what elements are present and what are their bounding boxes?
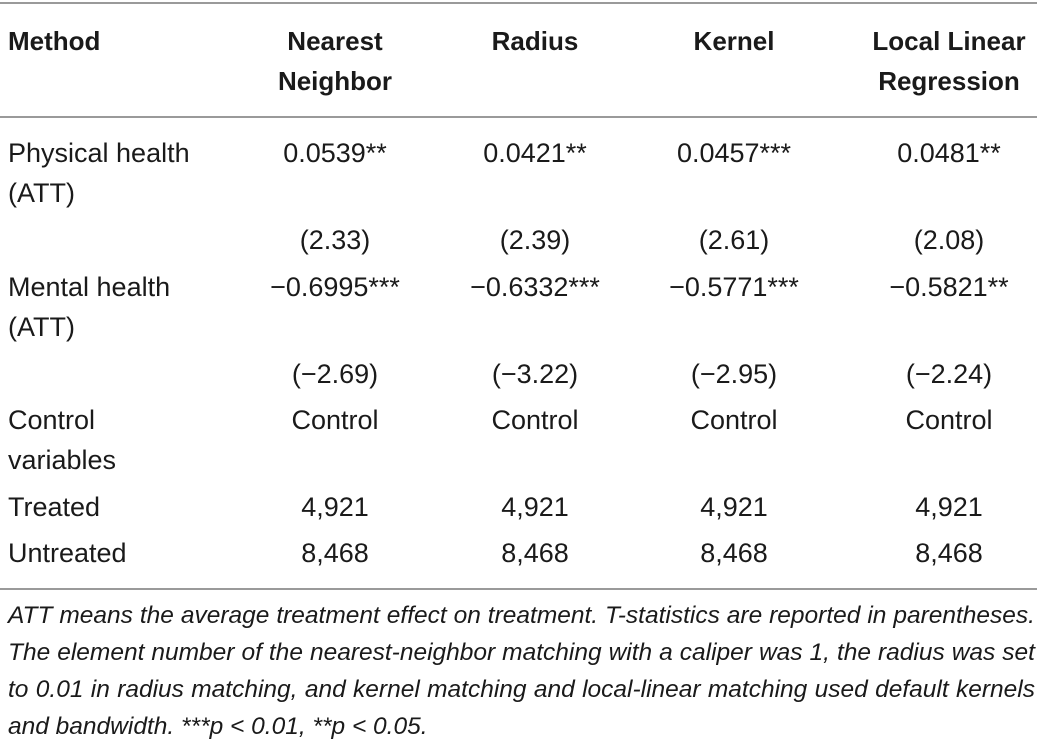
row-label-line1: Mental health (8, 272, 171, 302)
table-cell: (2.39) (499, 225, 571, 255)
header-nearest-line1: Nearest (287, 26, 383, 56)
table-cell: 4,921 (501, 492, 569, 522)
header-llr-line2: Regression (878, 66, 1020, 96)
header-method: Method (8, 26, 101, 56)
header-nearest-line2: Neighbor (277, 66, 393, 96)
row-label-control-variables (8, 400, 116, 480)
table-cell: (2.08) (913, 225, 985, 255)
table-cell: (−2.69) (291, 359, 379, 389)
table-cell: −0.6332*** (470, 272, 600, 302)
table-cell: (2.61) (698, 225, 770, 255)
table-bottom-rule (0, 588, 1037, 590)
row-label-mental-health (8, 267, 170, 347)
table-cell: Control (905, 405, 993, 435)
table-cell: (−3.22) (491, 359, 579, 389)
row-label-untreated: Untreated (8, 538, 127, 568)
table-cell: 0.0539** (283, 138, 387, 168)
table-cell: (−2.95) (690, 359, 778, 389)
table-cell: 4,921 (301, 492, 369, 522)
header-kernel: Kernel (693, 26, 775, 56)
header-llr-line1: Local Linear (872, 26, 1026, 56)
table-cell: 8,468 (301, 538, 369, 568)
header-radius: Radius (491, 26, 579, 56)
header-local-linear-regression (872, 21, 1025, 101)
row-label-line1: Control (8, 405, 96, 435)
table-cell: 4,921 (700, 492, 768, 522)
table-top-rule (0, 2, 1037, 4)
table-cell: 4,921 (915, 492, 983, 522)
table-cell: −0.5821** (889, 272, 1009, 302)
table-cell: (2.33) (299, 225, 371, 255)
table-cell: 0.0421** (483, 138, 587, 168)
table-cell: −0.6995*** (270, 272, 400, 302)
table-cell: 8,468 (915, 538, 983, 568)
table-footnote: ATT means the average treatment effect on treatment. T-statistics are reported in parentheses. The element number of the nearest-neighbor matching with a caliper was 1, the radius was set to 0.01 in radius matching, and kernel matching and local-linear matching used default kernels and bandwidth. ***p < 0.01, **p < 0.05. (8, 602, 1035, 740)
row-label-line2: (ATT) (8, 178, 75, 208)
table-cell: 8,468 (700, 538, 768, 568)
row-label-line1: Physical health (8, 138, 190, 168)
row-label-physical-health (8, 133, 190, 213)
table-cell: Control (491, 405, 579, 435)
table-cell: 0.0481** (897, 138, 1001, 168)
table-cell: (−2.24) (905, 359, 993, 389)
table-cell: −0.5771*** (669, 272, 799, 302)
table-cell: Control (690, 405, 778, 435)
table-cell: 0.0457*** (676, 138, 792, 168)
row-label-line2: variables (8, 445, 117, 475)
table-cell: Control (291, 405, 379, 435)
header-nearest-neighbor (278, 21, 392, 101)
table-cell: 8,468 (501, 538, 569, 568)
table-header-rule (0, 116, 1037, 118)
row-label-treated: Treated (8, 492, 101, 522)
row-label-line2: (ATT) (8, 312, 75, 342)
